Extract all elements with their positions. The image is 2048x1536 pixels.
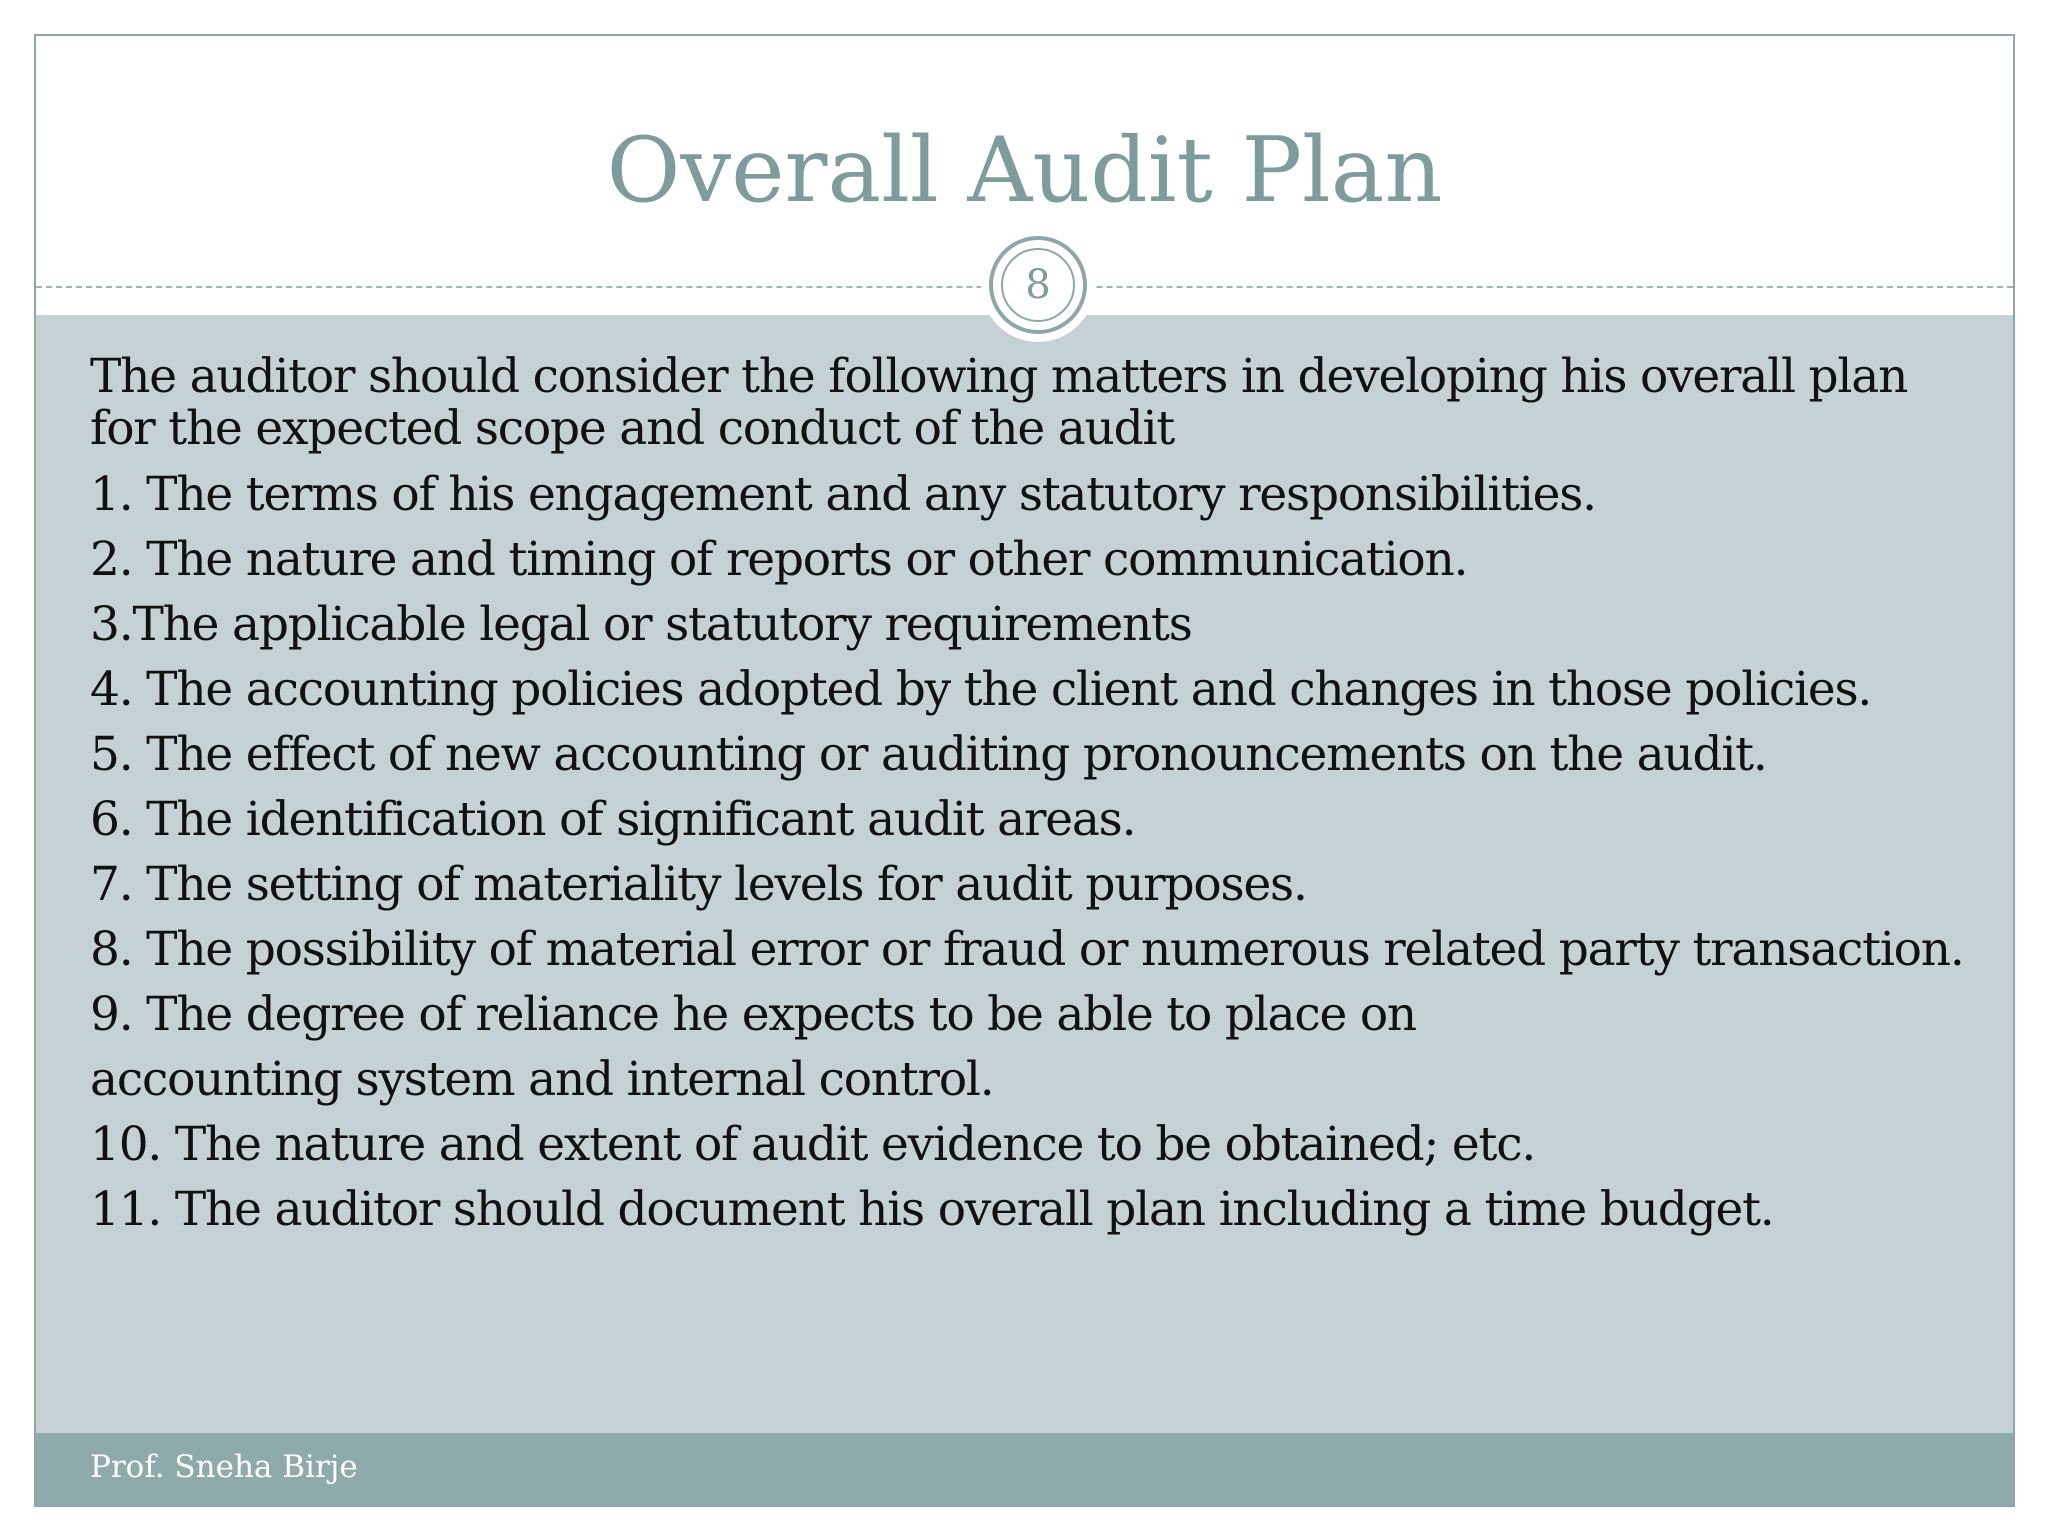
footer-bar bbox=[36, 1433, 2013, 1505]
list-item: 7. The setting of materiality levels for audit purposes. bbox=[90, 857, 1307, 912]
slide-number-badge bbox=[981, 228, 1095, 342]
slide-title: Overall Audit Plan bbox=[606, 118, 1443, 223]
intro-paragraph: The auditor should consider the following matters in developing his overall plan for the expected scope and conduct of the audit bbox=[90, 349, 1908, 456]
list-item: 11. The auditor should document his overall plan including a time budget. bbox=[90, 1182, 1774, 1237]
slide-body bbox=[90, 351, 1970, 1249]
list-item: 1. The terms of his engagement and any statutory responsibilities. bbox=[90, 467, 1596, 522]
footer-author: Prof. Sneha Birje bbox=[90, 1449, 358, 1485]
list-item: 10. The nature and extent of audit evidence to be obtained; etc. bbox=[90, 1117, 1536, 1172]
list-item: 6. The identification of significant audit areas. bbox=[90, 792, 1136, 847]
list-item: 3.The applicable legal or statutory requirements bbox=[90, 597, 1192, 652]
list-item: 2. The nature and timing of reports or other communication. bbox=[90, 532, 1468, 587]
list-item: 8. The possibility of material error or fraud or numerous related party transaction. bbox=[90, 922, 1964, 977]
slide bbox=[34, 34, 2015, 1507]
list-item: accounting system and internal control. bbox=[90, 1052, 994, 1107]
slide-number-outer-ring bbox=[989, 236, 1087, 334]
matters-list bbox=[90, 469, 1970, 1236]
slide-number: 8 bbox=[1001, 248, 1075, 322]
list-item: 9. The degree of reliance he expects to be able to place on bbox=[90, 987, 1417, 1042]
list-item: 5. The effect of new accounting or auditing pronouncements on the audit. bbox=[90, 727, 1767, 782]
list-item: 4. The accounting policies adopted by the client and changes in those policies. bbox=[90, 662, 1872, 717]
